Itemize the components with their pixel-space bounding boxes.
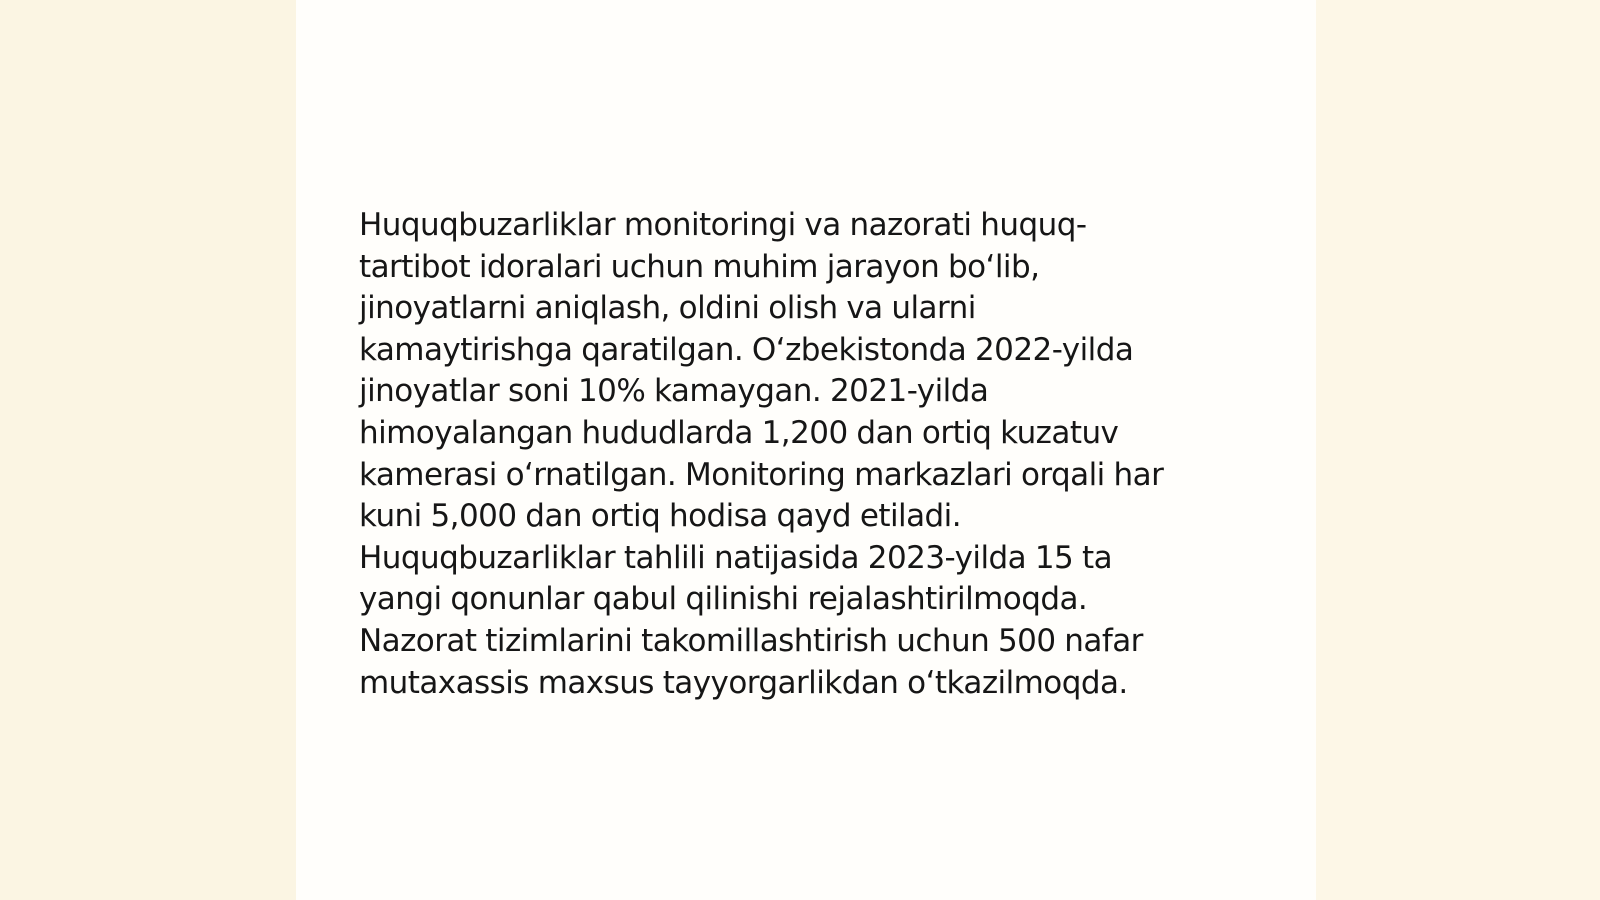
- paragraph-line: himoyalangan hududlarda 1,200 dan ortiq kuzatuv: [359, 414, 1119, 451]
- right-margin-panel: [1316, 0, 1600, 900]
- paragraph-line: Nazorat tizimlarini takomillashtirish uchun 500 nafar: [359, 622, 1143, 659]
- paragraph-line: kuni 5,000 dan ortiq hodisa qayd etiladi.: [359, 498, 962, 535]
- paragraph-line: jinoyatlarni aniqlash, oldini olish va ularni: [359, 290, 976, 327]
- paragraph-line: kamerasi o‘rnatilgan. Monitoring markazlari orqali har: [359, 456, 1164, 493]
- paragraph-line: tartibot idoralari uchun muhim jarayon bo‘lib,: [359, 248, 1040, 285]
- paragraph-line: Huquqbuzarliklar monitoringi va nazorati huquq-: [359, 207, 1087, 243]
- paragraph-line: mutaxassis maxsus tayyorgarlikdan o‘tkazilmoqda.: [359, 664, 1128, 701]
- paragraph-line: yangi qonunlar qabul qilinishi rejalashtirilmoqda.: [359, 581, 1088, 618]
- paragraph-line: kamaytirishga qaratilgan. O‘zbekistonda 2022-yilda: [359, 331, 1134, 368]
- document-page: [296, 0, 1316, 900]
- paragraph-line: Huquqbuzarliklar tahlili natijasida 2023-yilda 15 ta: [359, 539, 1113, 576]
- left-margin-panel: [0, 0, 296, 900]
- body-paragraph: [359, 205, 1259, 704]
- paragraph-line: jinoyatlar soni 10% kamaygan. 2021-yilda: [359, 373, 989, 410]
